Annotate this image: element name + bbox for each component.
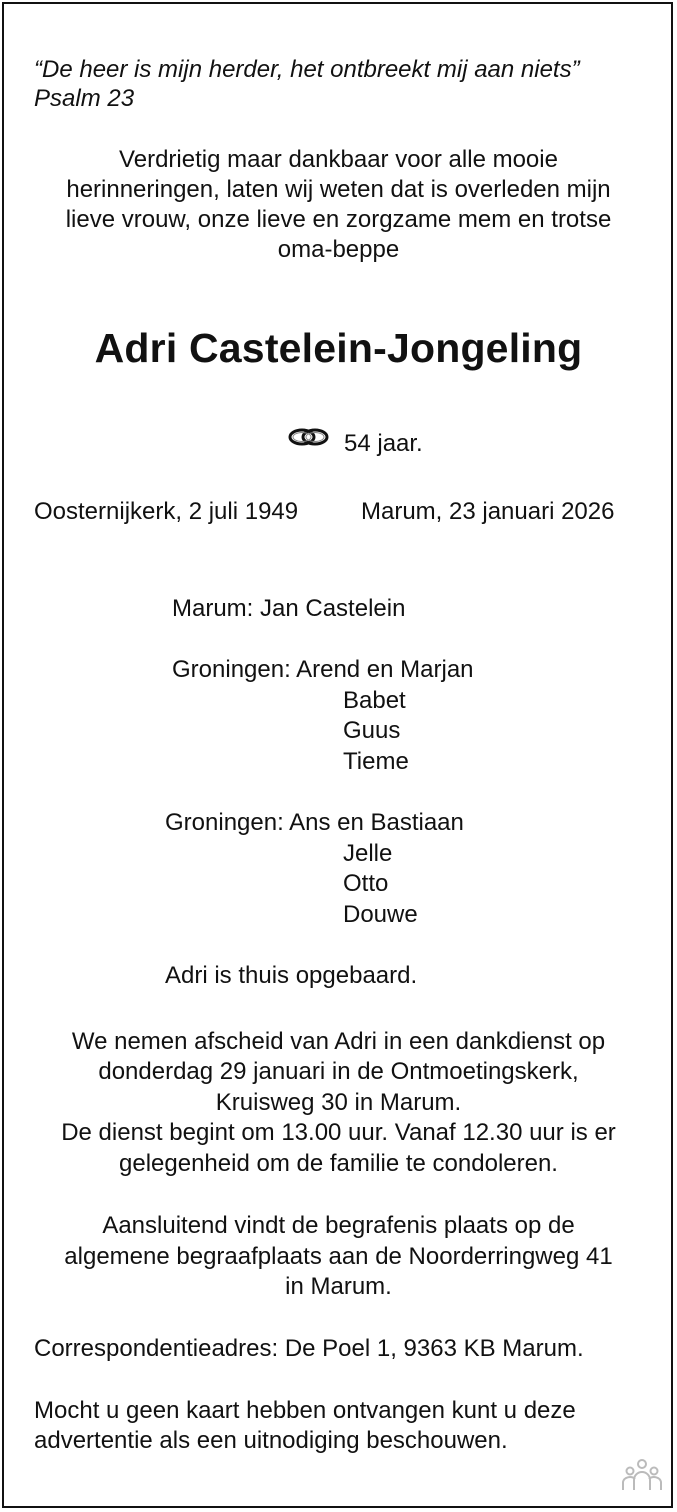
family-line: Groningen: Arend en Marjan [172,656,474,683]
intro-line: lieve vrouw, onze lieve en zorgzame mem en trotse [65,206,612,233]
quote-text: “De heer is mijn herder, het ontbreekt mij aan niets” [34,56,580,83]
deceased-name: Adri Castelein-Jongeling [94,325,583,371]
burial-line: algemene begraafplaats aan de Noorderringweg 41 [64,1243,613,1270]
service-line: donderdag 29 januari in de Ontmoetingskerk, [98,1058,579,1085]
marriage-years: 54 jaar. [344,430,423,457]
grandchild-name: Tieme [343,748,409,775]
invitation-line: advertentie als een uitnodiging beschouwen. [34,1427,508,1454]
service-line: gelegenheid om de familie te condoleren. [119,1150,558,1177]
grandchild-name: Guus [343,717,401,744]
wedding-rings-icon [287,427,331,447]
laid-out-text: Adri is thuis opgebaard. [165,962,418,989]
service-line: Kruisweg 30 in Marum. [215,1089,462,1116]
correspondence-address: Correspondentieadres: De Poel 1, 9363 KB Marum. [34,1335,584,1362]
burial-line: Aansluitend vindt de begrafenis plaats op de [102,1212,575,1239]
grandchild-name: Jelle [343,840,393,867]
burial-line: in Marum. [285,1273,392,1300]
birth-date: Oosternijkerk, 2 juli 1949 [34,498,299,525]
grandchild-name: Douwe [343,901,418,928]
service-line: We nemen afscheid van Adri in een dankdienst op [71,1028,606,1055]
quote-source: Psalm 23 [34,85,135,112]
intro-line: Verdrietig maar dankbaar voor alle mooie [119,146,558,173]
people-group-icon [620,1458,664,1492]
invitation-line: Mocht u geen kaart hebben ontvangen kunt u deze [34,1397,576,1424]
intro-line: herinneringen, laten wij weten dat is overleden mijn [66,176,611,203]
intro-line: oma-beppe [277,236,400,263]
grandchild-name: Babet [343,687,406,714]
family-line: Groningen: Ans en Bastiaan [165,809,464,836]
spouse-line: Marum: Jan Castelein [172,595,406,622]
death-date: Marum, 23 januari 2026 [361,498,615,525]
service-line: De dienst begint om 13.00 uur. Vanaf 12.30 uur is er [61,1119,616,1146]
grandchild-name: Otto [343,870,389,897]
